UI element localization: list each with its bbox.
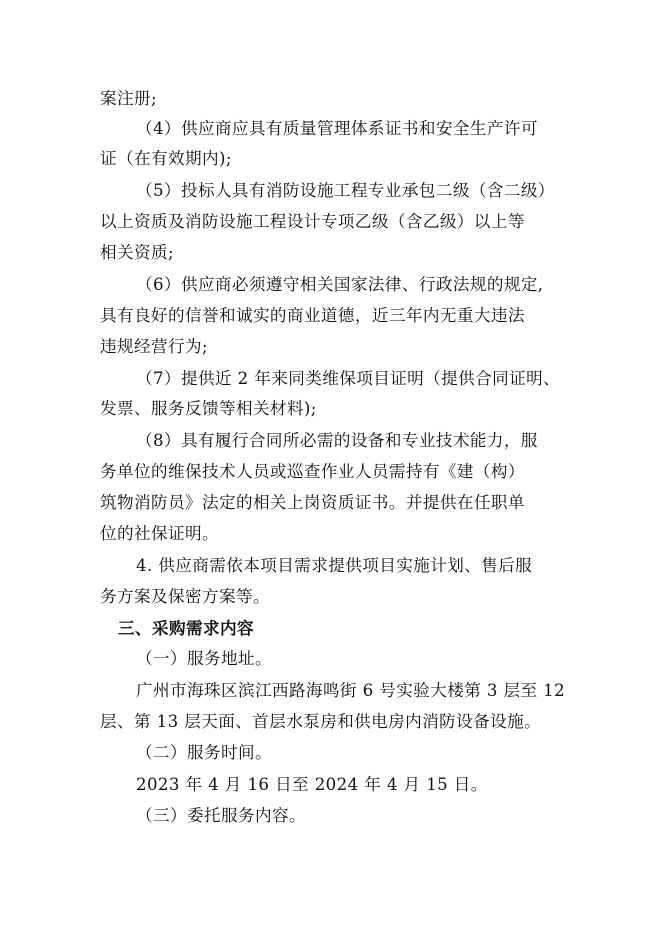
- subsection-2-title: （二）服务时间。: [136, 743, 272, 762]
- item-6-line-2: 具有良好的信誉和诚实的商业道德，近三年内无重大违法: [100, 306, 525, 325]
- subsection-3-title: （三）委托服务内容。: [136, 806, 306, 825]
- address-line-2: 层、第 13 层天面、首层水泵房和供电房内消防设备设施。: [100, 712, 542, 731]
- item-7-line-1: （7）提供近 2 年来同类维保项目证明（提供合同证明、: [136, 369, 561, 388]
- item-8-line-3: 筑物消防员》法定的相关上岗资质证书。并提供在任职单: [100, 493, 525, 512]
- item-4-line-2: 证（在有效期内);: [100, 149, 232, 168]
- item-6-line-3: 违规经营行为;: [100, 337, 208, 356]
- item-5-line-3: 相关资质;: [100, 243, 174, 262]
- item-6-line-1: （6）供应商必须遵守相关国家法律、行政法规的规定,: [136, 275, 544, 294]
- item-5-line-1: （5）投标人具有消防设施工程专业承包二级（含二级）: [136, 181, 555, 200]
- para-line-1: 案注册;: [100, 89, 157, 108]
- point-4-line-1: 4. 供应商需依本项目需求提供项目实施计划、售后服: [136, 556, 533, 575]
- item-7-line-2: 发票、服务反馈等相关材料);: [100, 399, 317, 418]
- item-8-line-4: 位的社保证明。: [100, 524, 219, 543]
- point-4-line-2: 务方案及保密方案等。: [100, 587, 270, 606]
- service-period: 2023 年 4 月 16 日至 2024 年 4 月 15 日。: [136, 775, 488, 794]
- item-4-line-1: （4）供应商应具有质量管理体系证书和安全生产许可: [136, 119, 538, 138]
- item-8-line-2: 务单位的维保技术人员或巡查作业人员需持有《建（构）: [100, 462, 525, 481]
- item-8-line-1: （8）具有履行合同所必需的设备和专业技术能力，服: [136, 431, 538, 450]
- address-line-1: 广州市海珠区滨江西路海鸣街 6 号实验大楼第 3 层至 12: [136, 681, 566, 700]
- item-5-line-2: 以上资质及消防设施工程设计专项乙级（含乙级）以上等: [100, 212, 525, 231]
- subsection-1-title: （一）服务地址。: [136, 649, 272, 668]
- section-heading: 三、采购需求内容: [118, 618, 254, 638]
